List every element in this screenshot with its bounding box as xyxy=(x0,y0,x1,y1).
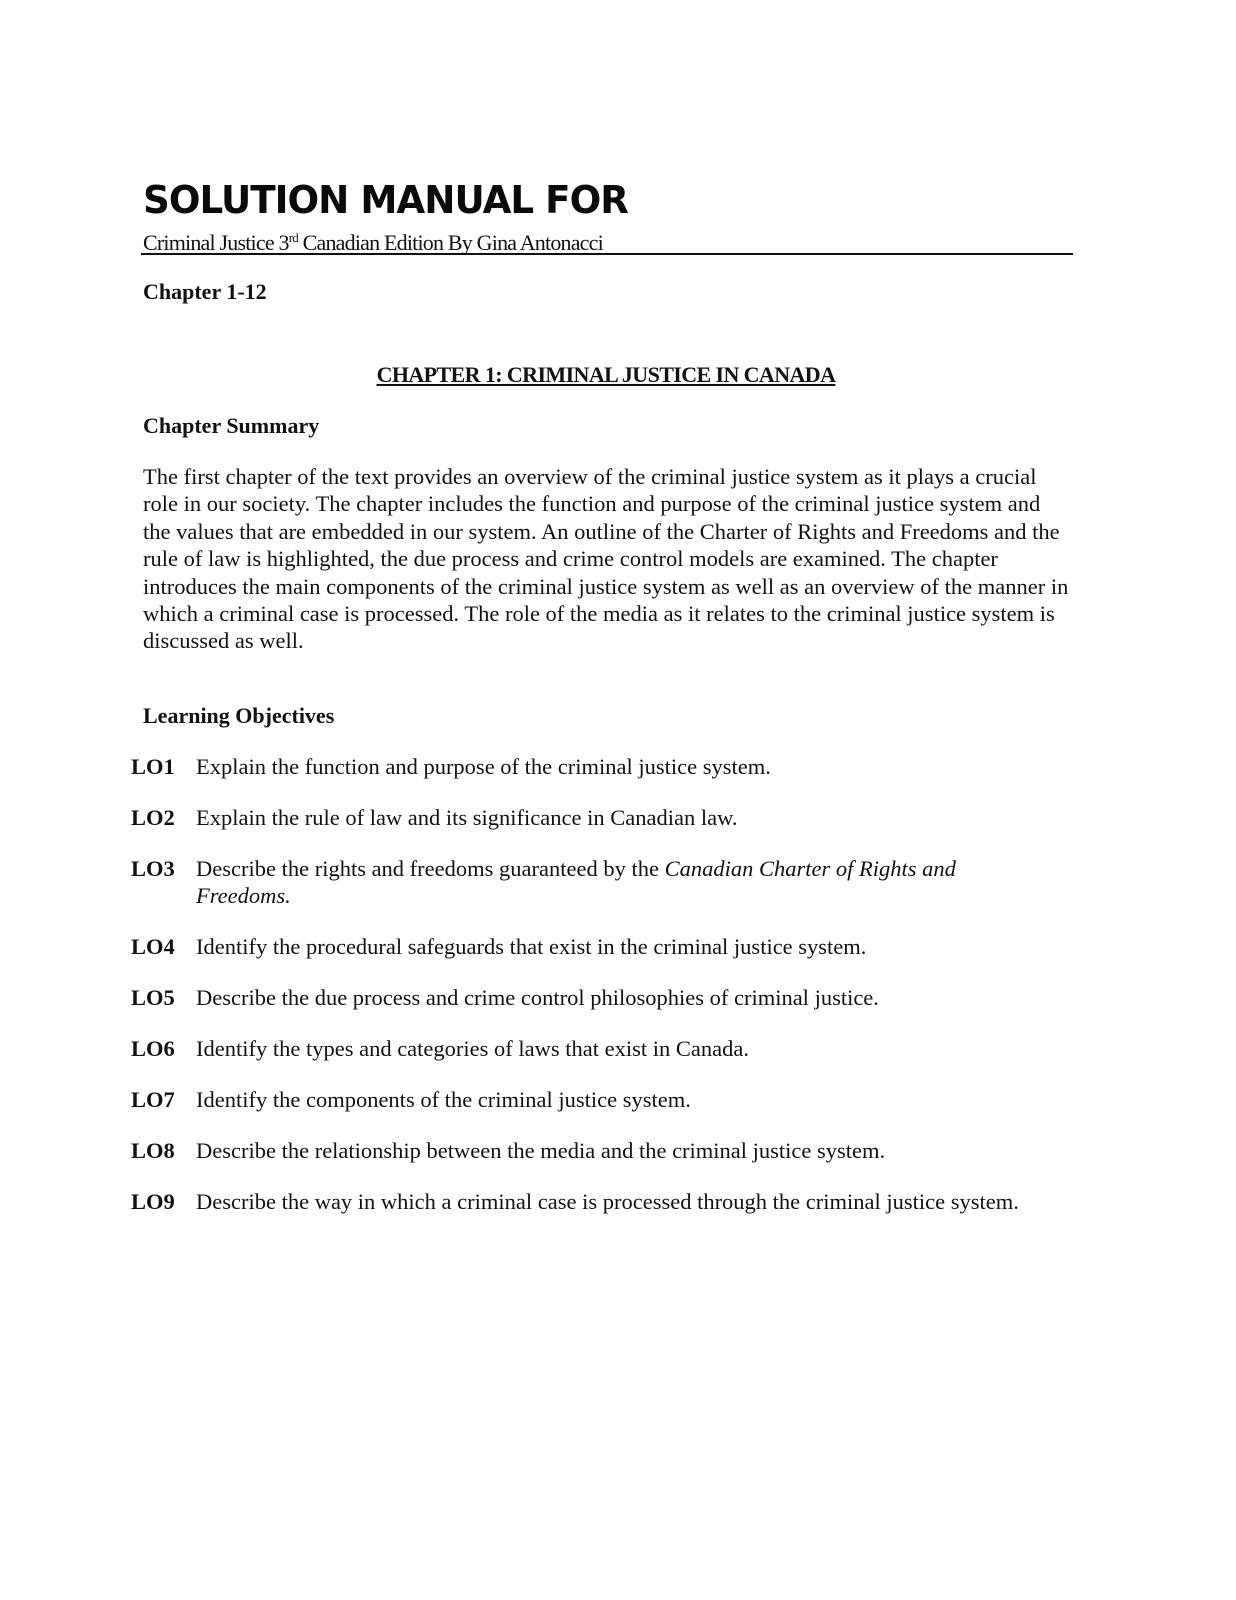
objective-text: Describe the relationship between the media and the criminal justice system. xyxy=(196,1138,886,1164)
objective-code: LO7 xyxy=(131,1087,175,1113)
objective-code: LO4 xyxy=(131,934,175,960)
list-item xyxy=(131,1188,1031,1215)
list-item xyxy=(131,855,1031,910)
list-item xyxy=(131,1086,1031,1113)
chapter-heading: CHAPTER 1: CRIMINAL JUSTICE IN CANADA xyxy=(376,362,836,387)
subtitle-suffix: Canadian Edition By Gina Antonacci xyxy=(297,230,603,255)
list-item xyxy=(131,753,1031,780)
chapter-range: Chapter 1-12 xyxy=(143,279,267,304)
subtitle-prefix: Criminal Justice 3 xyxy=(143,230,289,255)
objective-code: LO1 xyxy=(131,754,175,779)
manual-title: SOLUTION MANUAL FOR xyxy=(143,178,628,222)
objective-text: Explain the function and purpose of the criminal justice system. xyxy=(196,754,771,779)
list-item xyxy=(131,933,1031,960)
objective-code: LO3 xyxy=(131,856,175,881)
objective-text: Identify the components of the criminal justice system. xyxy=(196,1087,691,1113)
list-item xyxy=(131,984,1031,1011)
objective-code: LO6 xyxy=(131,1036,175,1062)
list-item xyxy=(131,1035,1031,1062)
objective-code: LO8 xyxy=(131,1138,175,1164)
learning-objectives-list xyxy=(131,753,1031,1239)
objectives-heading: Learning Objectives xyxy=(143,703,335,728)
objective-text xyxy=(196,856,956,908)
objective-text: Explain the rule of law and its significance in Canadian law. xyxy=(196,805,738,830)
objective-text-plain: Describe the rights and freedoms guaranteed by the xyxy=(196,856,665,881)
subtitle-superscript: rd xyxy=(288,230,298,245)
book-subtitle xyxy=(143,225,603,256)
objective-code: LO9 xyxy=(131,1189,175,1215)
list-item xyxy=(131,1137,1031,1164)
objective-code: LO5 xyxy=(131,985,175,1011)
header-divider xyxy=(141,253,1073,255)
objective-text: Describe the due process and crime control philosophies of criminal justice. xyxy=(196,985,879,1011)
objective-code: LO2 xyxy=(131,805,175,830)
summary-heading: Chapter Summary xyxy=(143,413,320,438)
objective-text: Identify the procedural safeguards that exist in the criminal justice system. xyxy=(196,934,867,960)
objective-text: Describe the way in which a criminal case is processed through the criminal justice system. xyxy=(196,1189,1019,1215)
list-item xyxy=(131,804,1031,831)
summary-paragraph: The first chapter of the text provides an overview of the criminal justice system as it plays a crucial role in our society. The chapter includes the function and purpose of the criminal justice system and the values that are embedded in our system. An outline of the Charter of Rights and Freedoms and the rule of law is highlighted, the due process and crime control models are examined. The chapter introduces the main components of the criminal justice system as well as an overview of the manner in which a criminal case is processed. The role of the media as it relates to the criminal justice system is discussed as well. xyxy=(143,464,1069,654)
objective-text: Identify the types and categories of laws that exist in Canada. xyxy=(196,1036,749,1062)
charter-title-italic: Canadian Charter of Rights and Freedoms. xyxy=(196,856,956,909)
